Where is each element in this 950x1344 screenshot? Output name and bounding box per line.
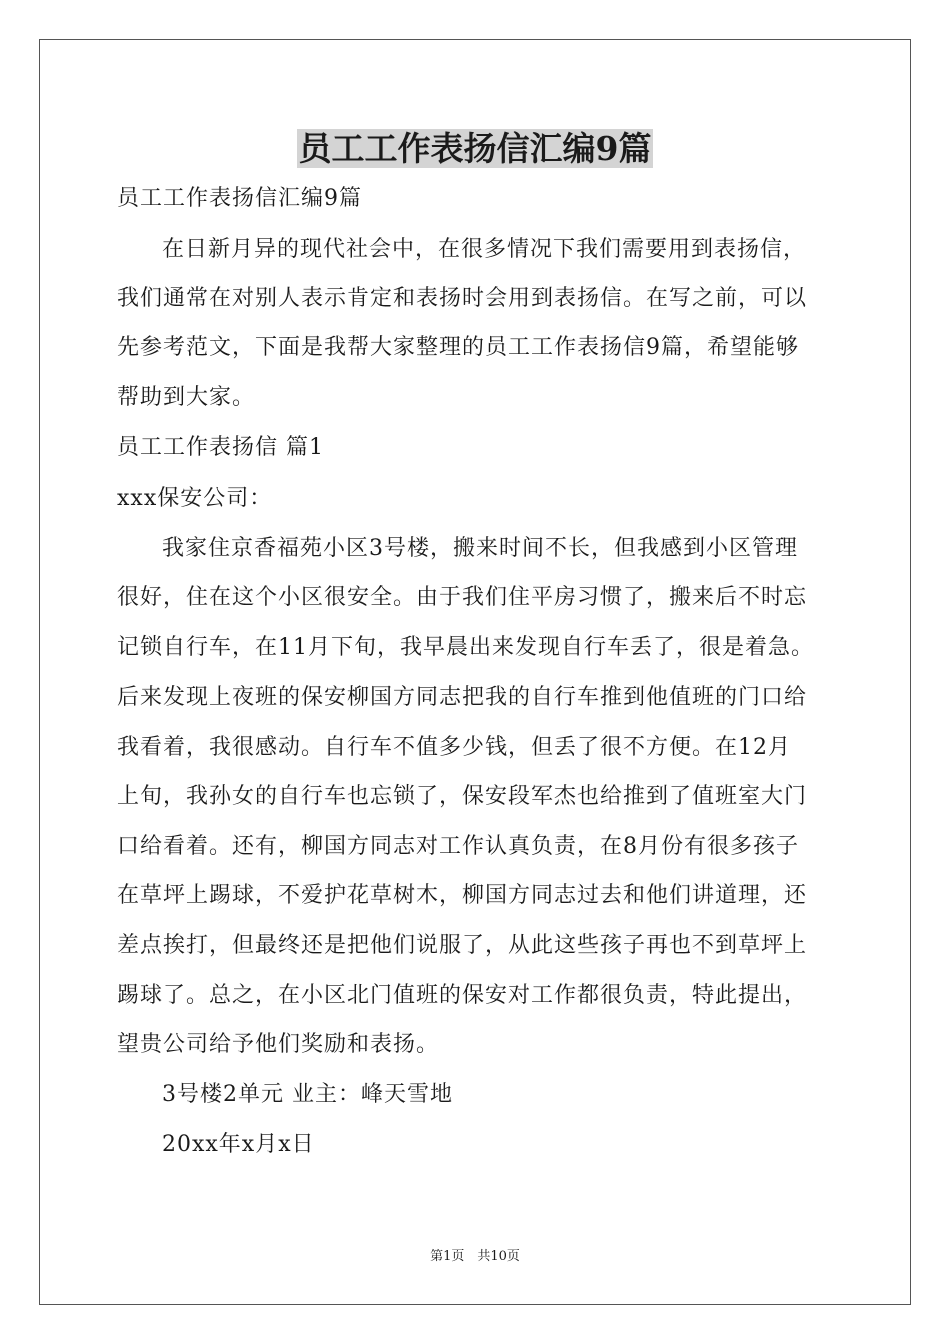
- body-line: 上旬，我孙女的自行车也忘锁了，保安段军杰也给推到了值班室大门: [117, 784, 808, 809]
- body-line: 我看着，我很感动。自行车不值多少钱，但丢了很不方便。在12月: [117, 735, 791, 760]
- document-title-text: 员工工作表扬信汇编9篇: [298, 129, 652, 168]
- document-subtitle: 员工工作表扬信汇编9篇: [117, 186, 362, 211]
- intro-line: 在日新月异的现代社会中，在很多情况下我们需要用到表扬信，: [162, 237, 807, 262]
- page-border: [39, 39, 911, 1305]
- letter-date: 20xx年x月x日: [162, 1132, 315, 1157]
- intro-line: 帮助到大家。: [117, 385, 256, 410]
- salutation: xxx保安公司：: [117, 486, 273, 511]
- body-line: 口给看着。还有，柳国方同志对工作认真负责，在8月份有很多孩子: [117, 834, 799, 859]
- body-line: 记锁自行车，在11月下旬，我早晨出来发现自行车丢了，很是着急。: [117, 635, 814, 660]
- body-line: 望贵公司给予他们奖励和表扬。: [117, 1032, 440, 1057]
- body-line: 后来发现上夜班的保安柳国方同志把我的自行车推到他值班的门口给: [117, 685, 808, 710]
- body-line: 差点挨打，但最终还是把他们说服了，从此这些孩子再也不到草坪上: [117, 933, 808, 958]
- body-line: 很好，住在这个小区很安全。由于我们住平房习惯了，搬来后不时忘: [117, 585, 808, 610]
- intro-line: 先参考范文，下面是我帮大家整理的员工工作表扬信9篇，希望能够: [117, 335, 799, 360]
- body-line: 我家住京香福苑小区3号楼，搬来时间不长，但我感到小区管理: [162, 536, 798, 561]
- page-number-footer: 第1页 共10页: [430, 1249, 520, 1264]
- section-heading: 员工工作表扬信 篇1: [117, 435, 324, 460]
- body-line: 在草坪上踢球，不爱护花草树木，柳国方同志过去和他们讲道理，还: [117, 883, 808, 908]
- intro-line: 我们通常在对别人表示肯定和表扬时会用到表扬信。在写之前，可以: [117, 286, 808, 311]
- signature: 3号楼2单元 业主：峰天雪地: [162, 1082, 453, 1107]
- document-title: [0, 124, 950, 174]
- body-line: 踢球了。总之，在小区北门值班的保安对工作都很负责，特此提出，: [117, 983, 808, 1008]
